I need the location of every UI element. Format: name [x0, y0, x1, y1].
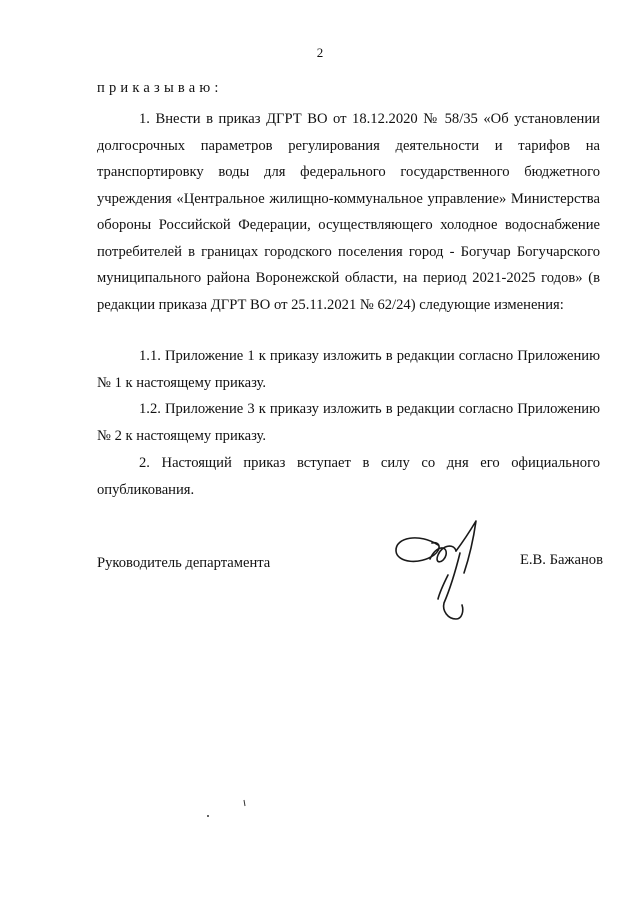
paragraph-2: 2. Настоящий приказ вступает в силу со дня его официального опубликования.	[97, 455, 600, 498]
signatory-position: Руководитель департамента	[97, 555, 271, 571]
handwritten-signature-icon	[390, 515, 500, 625]
paragraph-1: 1. Внести в приказ ДГРТ ВО от 18.12.2020 № 58/35 «Об установлении долгосрочных параметров регулирования деятельности и тарифов на транспортировку воды для федерального государственного бюджетного учреждения «Центральное жилищно-коммунальное управление» Министерства обороны Российской Федерации, осуществляющего холодное водоснабжение потребителей в границах городского поселения город - Богучар Богучарского муниципального района Воронежской области, на период 2021-2025 годов» (в редакции приказа ДГРТ ВО от 25.11.2021 № 62/24) следующие изменения:	[97, 111, 600, 313]
scan-specks	[200, 790, 280, 820]
order-word: приказываю:	[97, 80, 223, 96]
signatory-name: Е.В. Бажанов	[519, 552, 603, 568]
paragraph-1-1: 1.1. Приложение 1 к приказу изложить в редакции согласно Приложению № 1 к настоящему приказу.	[97, 348, 600, 391]
page-number: 2	[316, 45, 324, 60]
paragraph-1-2: 1.2. Приложение 3 к приказу изложить в редакции согласно Приложению № 2 к настоящему приказу.	[97, 401, 600, 444]
